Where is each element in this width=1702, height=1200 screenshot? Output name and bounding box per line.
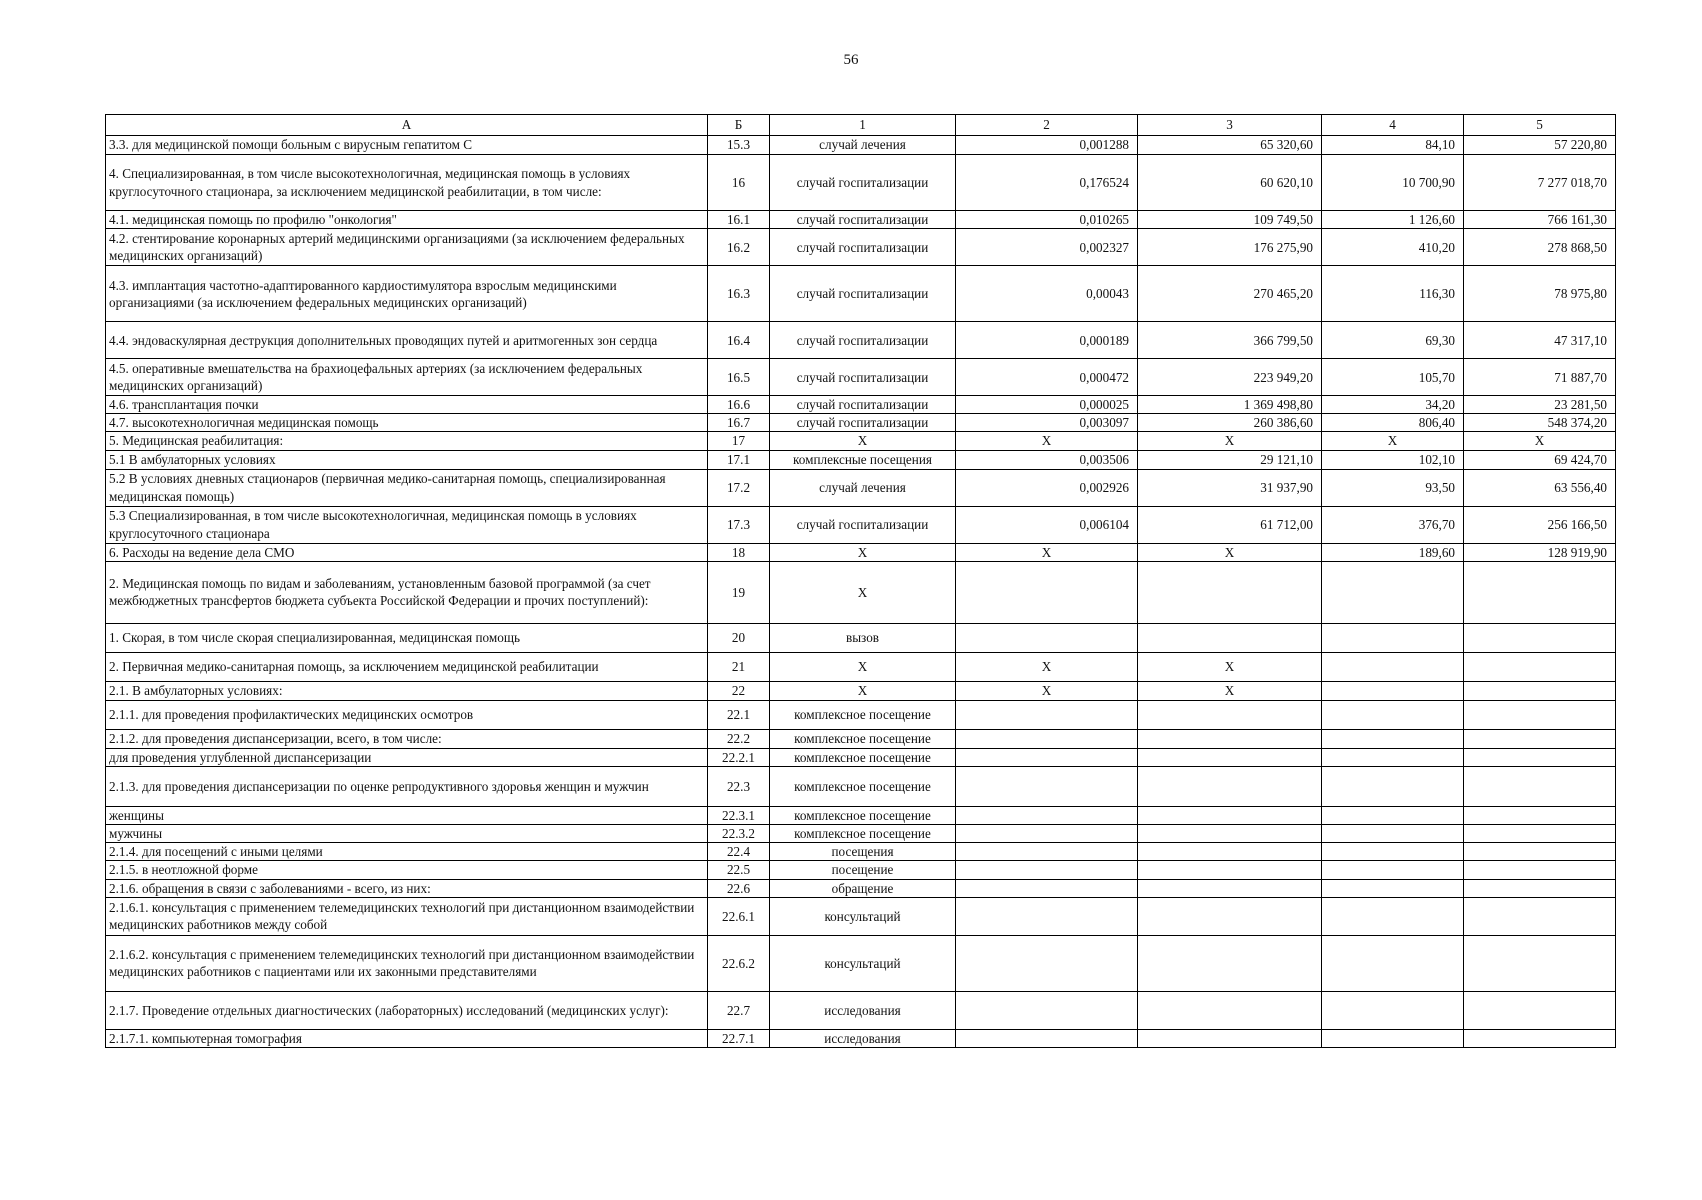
row-value-2	[956, 879, 1138, 897]
row-label: 2. Первичная медико-санитарная помощь, за исключением медицинской реабилитации	[106, 652, 708, 681]
row-code: 16.2	[708, 229, 770, 266]
row-value-4: 116,30	[1322, 266, 1464, 322]
row-code: 15.3	[708, 136, 770, 155]
row-unit: случай госпитализации	[770, 266, 956, 322]
row-value-4: 84,10	[1322, 136, 1464, 155]
row-value-2	[956, 561, 1138, 623]
row-value-3	[1138, 861, 1322, 879]
row-value-4: 189,60	[1322, 543, 1464, 561]
row-label: 4.6. трансплантация почки	[106, 396, 708, 414]
row-label: 4.4. эндоваскулярная деструкция дополнительных проводящих путей и аритмогенных зон сердца	[106, 322, 708, 359]
row-value-4	[1322, 766, 1464, 806]
row-value-5: 548 374,20	[1464, 414, 1616, 432]
row-value-2	[956, 897, 1138, 935]
row-value-3	[1138, 825, 1322, 843]
row-unit: X	[770, 432, 956, 450]
table-row	[106, 991, 1616, 1029]
table-row	[106, 229, 1616, 266]
table-row	[106, 211, 1616, 229]
row-label: 2.1.5. в неотложной форме	[106, 861, 708, 879]
row-unit: X	[770, 561, 956, 623]
table-row	[106, 806, 1616, 824]
row-value-2: X	[956, 652, 1138, 681]
row-value-2: X	[956, 681, 1138, 700]
row-value-3	[1138, 897, 1322, 935]
row-code: 20	[708, 623, 770, 652]
row-value-2	[956, 623, 1138, 652]
row-value-5: 7 277 018,70	[1464, 155, 1616, 211]
row-value-5	[1464, 748, 1616, 766]
row-unit: комплексное посещение	[770, 825, 956, 843]
row-value-5: 78 975,80	[1464, 266, 1616, 322]
row-code: 19	[708, 561, 770, 623]
row-value-2	[956, 1029, 1138, 1047]
row-value-3	[1138, 623, 1322, 652]
table-row	[106, 861, 1616, 879]
row-unit: консультаций	[770, 935, 956, 991]
row-unit: исследования	[770, 1029, 956, 1047]
column-header-1: 1	[770, 115, 956, 136]
table-row	[106, 414, 1616, 432]
row-label: 5. Медицинская реабилитация:	[106, 432, 708, 450]
row-value-2	[956, 861, 1138, 879]
row-value-3	[1138, 1029, 1322, 1047]
row-value-3	[1138, 561, 1322, 623]
data-table	[105, 114, 1616, 1048]
row-label: 2.1.7.1. компьютерная томография	[106, 1029, 708, 1047]
row-code: 17.2	[708, 469, 770, 506]
row-value-5: 766 161,30	[1464, 211, 1616, 229]
column-header-5: 5	[1464, 115, 1616, 136]
row-value-4	[1322, 652, 1464, 681]
row-value-3: 260 386,60	[1138, 414, 1322, 432]
row-value-5	[1464, 652, 1616, 681]
row-value-2: 0,000025	[956, 396, 1138, 414]
row-value-3	[1138, 935, 1322, 991]
row-label: 4.7. высокотехнологичная медицинская помощь	[106, 414, 708, 432]
row-unit: комплексное посещение	[770, 748, 956, 766]
row-unit: случай госпитализации	[770, 211, 956, 229]
row-code: 22.5	[708, 861, 770, 879]
row-code: 16.5	[708, 359, 770, 396]
row-value-4: 34,20	[1322, 396, 1464, 414]
row-value-2: 0,006104	[956, 506, 1138, 543]
row-value-5	[1464, 700, 1616, 729]
row-code: 16.4	[708, 322, 770, 359]
row-unit: обращение	[770, 879, 956, 897]
table-row	[106, 681, 1616, 700]
row-value-3: 31 937,90	[1138, 469, 1322, 506]
row-value-5	[1464, 825, 1616, 843]
row-code: 22	[708, 681, 770, 700]
row-unit: посещения	[770, 843, 956, 861]
table-row	[106, 766, 1616, 806]
row-code: 22.4	[708, 843, 770, 861]
row-value-4	[1322, 806, 1464, 824]
table-row	[106, 450, 1616, 469]
row-value-4: 93,50	[1322, 469, 1464, 506]
row-unit: X	[770, 652, 956, 681]
row-value-5: 128 919,90	[1464, 543, 1616, 561]
row-value-4	[1322, 748, 1464, 766]
table-row	[106, 136, 1616, 155]
table-row	[106, 1029, 1616, 1047]
row-value-4	[1322, 879, 1464, 897]
row-value-3: 223 949,20	[1138, 359, 1322, 396]
row-value-2: 0,176524	[956, 155, 1138, 211]
table-row	[106, 879, 1616, 897]
row-unit: случай госпитализации	[770, 155, 956, 211]
column-header-4: 4	[1322, 115, 1464, 136]
row-label: 5.2 В условиях дневных стационаров (первичная медико-санитарная помощь, специализированная медицинская помощь)	[106, 469, 708, 506]
row-code: 17.1	[708, 450, 770, 469]
table-row	[106, 935, 1616, 991]
row-unit: случай лечения	[770, 136, 956, 155]
table-row	[106, 506, 1616, 543]
row-value-2	[956, 935, 1138, 991]
row-value-4	[1322, 561, 1464, 623]
row-label: 3.3. для медицинской помощи больным с вирусным гепатитом С	[106, 136, 708, 155]
row-value-4: 105,70	[1322, 359, 1464, 396]
row-value-3: 61 712,00	[1138, 506, 1322, 543]
row-unit: посещение	[770, 861, 956, 879]
row-value-4	[1322, 897, 1464, 935]
row-value-2: 0,003506	[956, 450, 1138, 469]
row-value-2	[956, 991, 1138, 1029]
row-code: 22.6	[708, 879, 770, 897]
row-value-5	[1464, 729, 1616, 748]
row-label: 4.1. медицинская помощь по профилю "онкология"	[106, 211, 708, 229]
row-label: 4.5. оперативные вмешательства на брахиоцефальных артериях (за исключением федеральных медицинских организаций)	[106, 359, 708, 396]
row-label: 1. Скорая, в том числе скорая специализированная, медицинская помощь	[106, 623, 708, 652]
row-value-2: 0,002926	[956, 469, 1138, 506]
column-header-b: Б	[708, 115, 770, 136]
row-unit: X	[770, 543, 956, 561]
row-code: 22.3.2	[708, 825, 770, 843]
row-code: 17	[708, 432, 770, 450]
row-value-3	[1138, 843, 1322, 861]
row-value-3: 65 320,60	[1138, 136, 1322, 155]
row-label: для проведения углубленной диспансеризации	[106, 748, 708, 766]
row-value-5	[1464, 843, 1616, 861]
row-value-4: 410,20	[1322, 229, 1464, 266]
row-value-4	[1322, 700, 1464, 729]
row-unit: случай госпитализации	[770, 229, 956, 266]
row-value-5	[1464, 861, 1616, 879]
row-label: 4. Специализированная, в том числе высокотехнологичная, медицинская помощь в условиях круглосуточного стационара, за исключением медицинской реабилитации, в том числе:	[106, 155, 708, 211]
row-value-5	[1464, 1029, 1616, 1047]
row-value-3: X	[1138, 681, 1322, 700]
row-value-5	[1464, 561, 1616, 623]
row-value-4	[1322, 991, 1464, 1029]
row-value-2	[956, 766, 1138, 806]
row-code: 16.7	[708, 414, 770, 432]
row-code: 16	[708, 155, 770, 211]
row-value-4	[1322, 825, 1464, 843]
row-code: 16.1	[708, 211, 770, 229]
row-value-3: 29 121,10	[1138, 450, 1322, 469]
column-header-a: А	[106, 115, 708, 136]
row-value-4: X	[1322, 432, 1464, 450]
row-value-3	[1138, 729, 1322, 748]
row-value-3	[1138, 766, 1322, 806]
row-value-4: 102,10	[1322, 450, 1464, 469]
row-unit: комплексное посещение	[770, 700, 956, 729]
row-value-5	[1464, 879, 1616, 897]
table-row	[106, 843, 1616, 861]
row-label: 2.1.1. для проведения профилактических медицинских осмотров	[106, 700, 708, 729]
row-value-2: 0,010265	[956, 211, 1138, 229]
row-label: 2.1.6.1. консультация с применением телемедицинских технологий при дистанционном взаимодействии медицинских работников между собой	[106, 897, 708, 935]
row-value-5: X	[1464, 432, 1616, 450]
row-code: 21	[708, 652, 770, 681]
row-unit: исследования	[770, 991, 956, 1029]
row-value-4: 806,40	[1322, 414, 1464, 432]
table-row	[106, 897, 1616, 935]
table-row	[106, 561, 1616, 623]
row-value-4: 10 700,90	[1322, 155, 1464, 211]
row-value-3: 270 465,20	[1138, 266, 1322, 322]
row-value-4: 1 126,60	[1322, 211, 1464, 229]
row-value-5: 63 556,40	[1464, 469, 1616, 506]
row-label: 5.1 В амбулаторных условиях	[106, 450, 708, 469]
row-value-3: 176 275,90	[1138, 229, 1322, 266]
table-row	[106, 359, 1616, 396]
row-value-5	[1464, 806, 1616, 824]
row-code: 22.7	[708, 991, 770, 1029]
row-value-2: X	[956, 543, 1138, 561]
table-row	[106, 825, 1616, 843]
table-row	[106, 652, 1616, 681]
row-value-3	[1138, 806, 1322, 824]
row-value-4	[1322, 681, 1464, 700]
row-value-4: 376,70	[1322, 506, 1464, 543]
row-value-3: X	[1138, 652, 1322, 681]
row-value-3	[1138, 991, 1322, 1029]
row-code: 18	[708, 543, 770, 561]
row-unit: комплексное посещение	[770, 729, 956, 748]
row-value-5: 57 220,80	[1464, 136, 1616, 155]
row-label: 2.1.2. для проведения диспансеризации, всего, в том числе:	[106, 729, 708, 748]
row-unit: случай госпитализации	[770, 396, 956, 414]
row-unit: X	[770, 681, 956, 700]
row-label: 2.1.4. для посещений с иными целями	[106, 843, 708, 861]
row-code: 16.6	[708, 396, 770, 414]
row-value-3: X	[1138, 432, 1322, 450]
row-code: 22.3	[708, 766, 770, 806]
row-label: 2.1.6. обращения в связи с заболеваниями - всего, из них:	[106, 879, 708, 897]
row-value-2: 0,000189	[956, 322, 1138, 359]
row-label: 2. Медицинская помощь по видам и заболеваниям, установленным базовой программой (за счет межбюджетных трансфертов бюджета субъекта Российской Федерации и прочих поступлений):	[106, 561, 708, 623]
row-unit: случай госпитализации	[770, 414, 956, 432]
row-value-5	[1464, 681, 1616, 700]
row-unit: случай госпитализации	[770, 506, 956, 543]
row-value-2	[956, 729, 1138, 748]
row-code: 22.2.1	[708, 748, 770, 766]
row-label: 5.3 Специализированная, в том числе высокотехнологичная, медицинская помощь в условиях круглосуточного стационара	[106, 506, 708, 543]
row-value-5: 69 424,70	[1464, 450, 1616, 469]
row-label: женщины	[106, 806, 708, 824]
row-value-2	[956, 843, 1138, 861]
row-value-5: 71 887,70	[1464, 359, 1616, 396]
row-code: 16.3	[708, 266, 770, 322]
row-value-2	[956, 700, 1138, 729]
row-value-2	[956, 806, 1138, 824]
row-label: 4.2. стентирование коронарных артерий медицинскими организациями (за исключением федеральных медицинских организаций)	[106, 229, 708, 266]
row-value-2: 0,003097	[956, 414, 1138, 432]
table-row	[106, 266, 1616, 322]
row-value-2: X	[956, 432, 1138, 450]
row-label: 2.1.7. Проведение отдельных диагностических (лабораторных) исследований (медицинских услуг):	[106, 991, 708, 1029]
table-row	[106, 700, 1616, 729]
row-code: 22.3.1	[708, 806, 770, 824]
row-value-2: 0,000472	[956, 359, 1138, 396]
row-value-5	[1464, 766, 1616, 806]
row-value-3	[1138, 748, 1322, 766]
table-row	[106, 469, 1616, 506]
row-value-4	[1322, 843, 1464, 861]
row-unit: вызов	[770, 623, 956, 652]
row-unit: случай госпитализации	[770, 322, 956, 359]
table-header-row	[106, 115, 1616, 136]
row-value-2	[956, 825, 1138, 843]
row-code: 22.6.2	[708, 935, 770, 991]
row-value-2: 0,001288	[956, 136, 1138, 155]
row-code: 22.6.1	[708, 897, 770, 935]
row-value-2: 0,00043	[956, 266, 1138, 322]
row-unit: случай лечения	[770, 469, 956, 506]
row-value-5: 47 317,10	[1464, 322, 1616, 359]
table-row	[106, 396, 1616, 414]
table-row	[106, 432, 1616, 450]
row-value-4	[1322, 729, 1464, 748]
table-row	[106, 729, 1616, 748]
row-unit: случай госпитализации	[770, 359, 956, 396]
row-value-3	[1138, 879, 1322, 897]
row-value-5	[1464, 897, 1616, 935]
row-value-4	[1322, 1029, 1464, 1047]
row-code: 22.7.1	[708, 1029, 770, 1047]
row-value-5: 23 281,50	[1464, 396, 1616, 414]
row-label: 2.1.6.2. консультация с применением телемедицинских технологий при дистанционном взаимодействии медицинских работников с пациентами или их законными представителями	[106, 935, 708, 991]
row-unit: комплексное посещение	[770, 766, 956, 806]
row-value-3	[1138, 700, 1322, 729]
row-value-5: 278 868,50	[1464, 229, 1616, 266]
column-header-3: 3	[1138, 115, 1322, 136]
row-value-3: 109 749,50	[1138, 211, 1322, 229]
row-value-5	[1464, 623, 1616, 652]
row-value-5	[1464, 935, 1616, 991]
row-unit: консультаций	[770, 897, 956, 935]
row-value-5	[1464, 991, 1616, 1029]
row-value-5: 256 166,50	[1464, 506, 1616, 543]
row-value-3: 366 799,50	[1138, 322, 1322, 359]
table-row	[106, 748, 1616, 766]
row-value-3: 1 369 498,80	[1138, 396, 1322, 414]
row-value-2: 0,002327	[956, 229, 1138, 266]
row-unit: комплексные посещения	[770, 450, 956, 469]
row-value-2	[956, 748, 1138, 766]
row-value-3: 60 620,10	[1138, 155, 1322, 211]
column-header-2: 2	[956, 115, 1138, 136]
row-code: 22.1	[708, 700, 770, 729]
row-label: мужчины	[106, 825, 708, 843]
row-unit: комплексное посещение	[770, 806, 956, 824]
row-value-4: 69,30	[1322, 322, 1464, 359]
page-number: 56	[843, 52, 859, 68]
table-body	[106, 115, 1616, 1048]
table-row	[106, 322, 1616, 359]
row-value-4	[1322, 861, 1464, 879]
row-label: 6. Расходы на ведение дела СМО	[106, 543, 708, 561]
row-label: 2.1.3. для проведения диспансеризации по оценке репродуктивного здоровья женщин и мужчин	[106, 766, 708, 806]
row-label: 4.3. имплантация частотно-адаптированного кардиостимулятора взрослым медицинскими организациями (за исключением федеральных медицинских организаций)	[106, 266, 708, 322]
table-row	[106, 543, 1616, 561]
table-row	[106, 623, 1616, 652]
table-row	[106, 155, 1616, 211]
row-code: 17.3	[708, 506, 770, 543]
row-label: 2.1. В амбулаторных условиях:	[106, 681, 708, 700]
row-value-4	[1322, 623, 1464, 652]
row-value-4	[1322, 935, 1464, 991]
row-value-3: X	[1138, 543, 1322, 561]
row-code: 22.2	[708, 729, 770, 748]
